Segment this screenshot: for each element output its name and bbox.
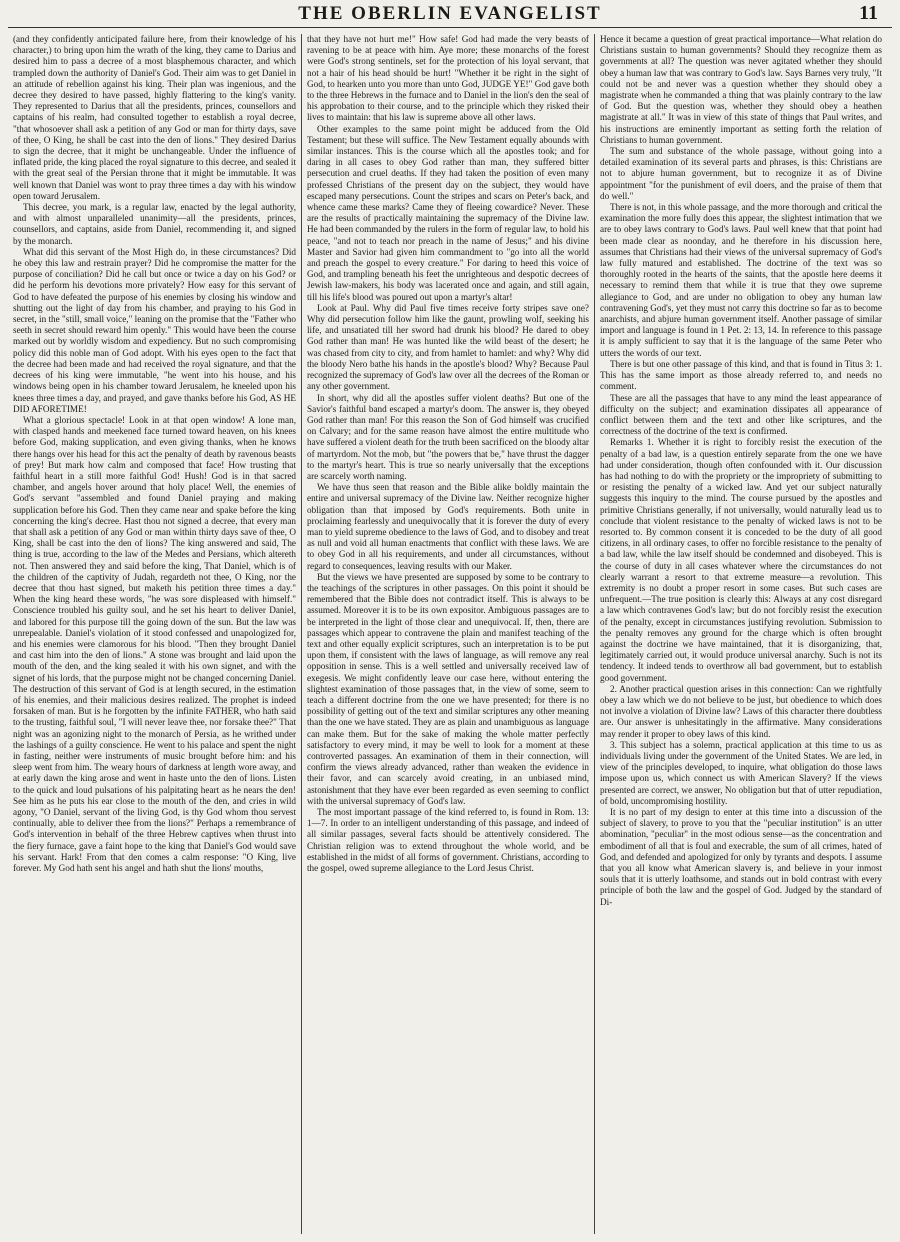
page-number: 11 (859, 2, 878, 24)
column-2 (301, 34, 594, 1234)
paragraph: We have thus seen that reason and the Bible alike boldly maintain the entire and universal supremacy of the Divine law. Neither recognize higher obligation than that imposed by God's requirements. Both unite in proclaiming fearlessly and unequivocally that it is forever the duty of every man to yield supreme obedience to the laws of God, and to disobey and treat as null and void all human enactments that conflict with these laws. We are to obey God in all his requirements, and under all circumstances, without regard to consequences, leaving results with our Maker. (307, 482, 589, 571)
paragraph: 3. This subject has a solemn, practical application at this time to us as individuals living under the government of the United States. We are led, in view of the principles developed, to inquire, what obligation do those laws impose upon us, which connect us with American Slavery? If the views presented are correct, we answer, No obligation but that of utter repudiation, of bold, uncompromising hostility. (600, 739, 882, 806)
header-rule (8, 27, 892, 28)
paragraph: What a glorious spectacle! Look in at that open window! A lone man, with clasped hands and meekened face turned toward heaven, on his knees before God, making supplication, and even giving thanks, when he knows there hangs over his head for this act the penalty of death by ravenous beasts of prey! But mark how calm and composed that face! How trusting that faithful heart in a still more faithful God! Hush! God is in that sacred chamber, and angels hover around that holy place! Well, the enemies of God's servant "assembled and found Daniel praying and making supplication before his God. Then they came near and spake before the king concerning the king's decree. Hast thou not signed a decree, that every man that shall ask a petition of any God or man within thirty days save of thee, O King, shall be cast into the den of lions? The king answered and said, The thing is true, according to the law of the Medes and Persians, which altereth not. Then answered they and said before the king, That Daniel, which is of the children of the captivity of Judah, regardeth not thee, O King, nor the decree that thou hast signed, but maketh his petition three times a day." When the king heard these words, "he was sore displeased with himself." Conscience troubled his guilty soul, and he set his heart to deliver Daniel, and labored for this purpose till the going down of the sun. But the law was unrepealable. Daniel's violation of it stood confessed and unapologized for, and his enemies were clamorous for his blood. "Then they brought Daniel and cast him into the den of lions." A stone was brought and laid upon the mouth of the den, and the king sealed it with his own signet, and with the signet of his lords, that the purpose might not be changed concerning Daniel. The destruction of this servant of God is at length secured, in the estimation of his enemies, and their malicious desires realized. The prophet is indeed forsaken of man. But is he forgotten by the infinite FATHER, who hath said to the trusting, faithful soul, "I will never leave thee, nor forsake thee?" That night was an agonizing night to the monarch of Persia, as he writhed under the lashings of a guilty conscience. He went to his palace and spent the night in fasting, neither were instruments of music brought before him: and his sleep went from him. The weary hours of darkness at length wore away, and at early dawn the king arose and went in haste unto the den of lions. Listen to the quick and loud pulsations of his palpitating heart as he nears the den! See him as he puts his ear close to the mouth of the den, and cries in wild agony, "O Daniel, servant of the living God, is thy God whom thou servest continually, able to deliver thee from the lions?" Perhaps a remembrance of God's intervention in behalf of the three Hebrew captives when thrust into the fiery furnace, gave a faint hope to the king that Daniel's God would save his servant. Hark! From that den comes a calm response: "O King, live forever. My God hath sent his angel and hath shut the lions' mouths, (13, 414, 296, 874)
paragraph: It is no part of my design to enter at this time into a discussion of the subject of slavery, to prove to you that the "peculiar institution" is an utter abomination, "peculiar" in the most odious sense—as the concentration and embodiment of all that is foul and execrable, the sum of all crimes, hated of God, and defended and apologized for only by tyrants and despots. I assume that you all know what American slavery is, and believe in your inmost souls that it is utterly loathsome, and stands out in bold contrast with every principle of both the law and the gospel of God. Judged by the standard of Di- (600, 807, 882, 907)
paragraph: Look at Paul. Why did Paul five times receive forty stripes save one? Why did persecution follow him like the gaunt, prowling wolf, seeking his life, and unsatiated till her sword had drunk his blood? He dared to obey God rather than man! He was hunted like the wild beast of the desert; he was chased from city to city, and from hamlet to hamlet: and why? Why did the bloody Nero bathe his hands in the apostle's blood? Why? Because Paul recognized the supremacy of God's law over all the decrees of the Roman or any other government. (307, 302, 589, 392)
paragraph: In short, why did all the apostles suffer violent deaths? But one of the Savior's faithful band escaped a martyr's doom. The answer is, they obeyed God rather than man! For this reason the Son of God himself was crucified on Calvary; and for the same reason have almost the entire multitude who have suffered a violent death for the truth been sacrificed on the bloody altar of martyrdom. Not the mob, but "the powers that be," have thrust the dagger to the martyr's heart. This is true so nearly universally that the exceptions are scarcely worth naming. (307, 392, 589, 481)
paragraph: Hence it became a question of great practical importance—What relation do Christians sustain to human governments? Should they recognize them as governments at all? The question was never agitated whether they should obey a human law that was contrary to God's law. Says Barnes very truly, "It could not be and never was a question whether they should obey a magistrate when he commanded a thing that was plainly contrary to the law of God. But the question was, whether they should obey a heathen magistrate at all." It was in view of this state of things that Paul writes, and his instructions are eminently important as setting forth the relation of Christians to human government. (600, 34, 882, 145)
paragraph: that they have not hurt me!" How safe! God had made the very beasts of ravening to be at peace with him. Aye more; these monarchs of the forest were God's strong sentinels, set for the protection of his loyal servant, that not a hair of his head should be hurt! "Whether it be right in the sight of God, to hearken unto you more than unto God, JUDGE YE!" God gave both to the three Hebrews in the furnace and to Daniel in the lion's den the seal of his approbation to their course, and to the principle which they risked their lives to maintain: that his law is supreme above all other laws. (307, 34, 589, 123)
paragraph: The sum and substance of the whole passage, without going into a detailed examination of its several parts and phrases, is this: Christians are not to abjure human government, but to recognize it as of Divine appointment "for the punishment of evil doers, and the praise of them that do well." (600, 146, 882, 201)
paragraph: Other examples to the same point might be adduced from the Old Testament; but these will suffice. The New Testament equally abounds with similar instances. This is the course which all the apostles took; and for daring in all cases to obey God rather than man, they suffered bitter persecution and cruel deaths. If they had taken the position of even many professed Christians of the present day on the subject, they would have escaped many persecutions. Count the stripes and scars on Peter's back, and whence came these marks? Came they of fleeing cowardice? Never. These are the results of practically maintaining the supremacy of the Divine law. He had been commanded by the rulers in the form of regular law, to hold his peace, "and not to teach nor preach in the name of Jesus;" and his divine Master and Savior had given him commandment to "go into all the world and preach the gospel to every creature." For daring to heed this voice of God, and trampling beneath his feet the unrighteous and despotic decrees of Jewish law-makers, his body was lacerated once and again, and still again, till his life's blood was poured out upon a martyr's altar! (307, 123, 589, 302)
paragraph: The most important passage of the kind referred to, is found in Rom. 13: 1—7. In order to an intelligent understanding of this passage, and indeed of all similar passages, several facts should be attentively considered. The Christian religion was to extend throughout the whole world, and be established in the midst of all forms of government. Christians, according to the gospel, owed supreme allegiance to the Lord Jesus Christ. (307, 807, 589, 874)
paragraph: This decree, you mark, is a regular law, enacted by the legal authority, and with almost unparalleled unanimity—all the presidents, princes, counsellors, and captains, aside from Daniel, recommending it, and signed by the monarch. (13, 202, 296, 246)
paragraph: But the views we have presented are supposed by some to be contrary to the teachings of the scriptures in other passages. On this point it should be remembered that the Bible does not contradict itself. This is always to be assumed. Moreover it is to be its own expositor. Ambiguous passages are to be interpreted in the light of those clear and unequivocal. If, then, there are passages which appear to contravene the plain and manifest teaching of the text and other equally explicit scriptures, such an interpretation is to be put upon them, if consistent with the laws of language, as will remove any real opposition in sense. This is a well settled and universally received law of exegesis. We might confidently leave our case here, without entering the slightest examination of those passages that, in the view of some, seem to teach a different doctrine from the one we have presented; for there is no possibility of getting out of the text and similar scriptures any other meaning than the one we have stated. They are as plain and unambiguous as language can make them. But for the sake of making the whole matter perfectly satisfactory to every mind, it may be well to look for a moment at these controverted passages. An examination of them in their connection, will confirm the views already advanced, rather than weaken the evidence in their favor, and can scarcely avoid creating, in an unbiased mind, astonishment that they have ever been regarded as even seeming to conflict with the universal supremacy of God's law. (307, 571, 589, 806)
paragraph: These are all the passages that have to any mind the least appearance of difficulty on the subject; and examination dissipates all appearance of conflict between them and the text and other like scriptures, and the correctness of the doctrine of the text is confirmed. (600, 392, 882, 437)
masthead (0, 0, 900, 30)
column-3 (594, 34, 887, 1234)
article-columns (8, 34, 894, 1234)
newspaper-title: THE OBERLIN EVANGELIST (298, 3, 602, 24)
paragraph: (and they confidently anticipated failure here, from their knowledge of his character,) to bring upon him the wrath of the king, they came to Darius and desired him to pass a decree of a most blasphemous character, and which trampled down the authority of Daniel's God. Their aim was to get Daniel in an attitude of rebellion against his king. Their plan was ingenious, and the decree they desired to have passed, highly flattering to the king's vanity. They represented to Darius that all the presidents, princes, counsellors and captains of his realm, had consulted together to establish a royal decree, "that whosoever shall ask a petition of any God or man for thirty days, save of thee, O King, he shall be cast into the den of lions." They desired Darius to sign the decree, that it might be unchangeable. Under the influence of inflated pride, the king placed the royal signature to this decree, and sealed it with the great seal of the Persian throne that it might be immutable. It was well known that Daniel was wont to pray three times a day with his window open toward Jerusalem. (13, 34, 296, 201)
paragraph: 2. Another practical question arises in this connection: Can we rightfully obey a law which we do not believe to be just, but obedience to which does not involve a violation of Divine law? Laws of this character there doubtless are. Our answer is unhesitatingly in the affirmative. Many considerations may render it proper to obey laws of this kind. (600, 683, 882, 739)
paragraph: Remarks 1. Whether it is right to forcibly resist the execution of the penalty of a bad law, is a question entirely separate from the one we have had under consideration, though often confounded with it. Our discussion has had nothing to do with the propriety or the impropriety of submitting to or resisting the penalty of a wicked law. And yet our subject naturally suggests this inquiry to the mind. The course pursued by the apostles and primitive Christians generally, if not universally, would naturally lead us to conclude that violent resistance to the penalty of wicked laws is not to be resorted to. By common consent it is conceded to be the duty of all good citizens, in all ordinary cases, to offer no forcible resistance to the penalty of a bad law, while the law itself should be condemned and disobeyed. This is the course of duty in all cases whatever where the circumstances do not clearly warrant a resort to that extreme measure—a revolution. This extremity is no doubt a proper resort in some cases. But such cases are unfrequent.—The true position is clearly this: Always at any cost disregard a law which contravenes God's law; but do not forcibly resist the execution of the penalty, except in circumstances justifying revolution. Submission to the penalty removes any ground for the charge which is often brought against the doctrine we have maintained, that it is disorganizing, that, legitimately carried out, it would produce universal anarchy. Such is not its tendency. It indeed tends to overthrow all bad government, but to establish good government. (600, 437, 882, 683)
paragraph: There is not, in this whole passage, and the more thorough and critical the examination the more fully does this appear, the slightest intimation that we are to obey laws contrary to God's laws. Paul well knew that that point had been made clear as noonday, and he therefore in his discussion here, assumes that Christians had their views of the universal supremacy of God's law fully matured and established. The doctrine of the text was so thoroughly rooted in the hearts of the saints, that the apostle here deems it necessary to remind them that while it is true that they owe supreme allegiance to God, and are under no obligation to obey any human law contravening God's, yet they must not carry this doctrine so far as to become anarchists, and abjure human government itself. Another passage of similar import and language is found in 1 Pet. 2: 13, 14. In reference to this passage it is amply sufficient to say that it is the language of the same Peter who utters the words of our text. (600, 202, 882, 358)
paragraph: What did this servant of the Most High do, in these circumstances? Did he obey this law and restrain prayer? Did he compromise the matter for the purpose of conciliation? Did he call but once or twice a day on his God? or did he perform his devotions more privately? How easy for this servant of God to have defeated the purpose of his enemies by closing his window and shutting out the light of day from his chamber, and praying to his God in secret, in the "still, small voice," leaning on the promise that the "Father who seeth in secret should reward him openly." This would have been the course marked out by worldly wisdom and expediency. But no such compromising policy did this noble man of God adopt. With his eyes open to the fact that the decree had been made and had received the royal signature, and that the decrees of his king were immutable, "he went into his house, and his windows being open in his chamber toward Jerusalem, he kneeled upon his knees three times a day, and prayed, and gave thanks before his God, AS HE DID AFORETIME! (13, 246, 296, 414)
paragraph: There is but one other passage of this kind, and that is found in Titus 3: 1. This has the same import as those already referred to, and needs no comment. (600, 358, 882, 392)
column-1 (8, 34, 301, 1234)
